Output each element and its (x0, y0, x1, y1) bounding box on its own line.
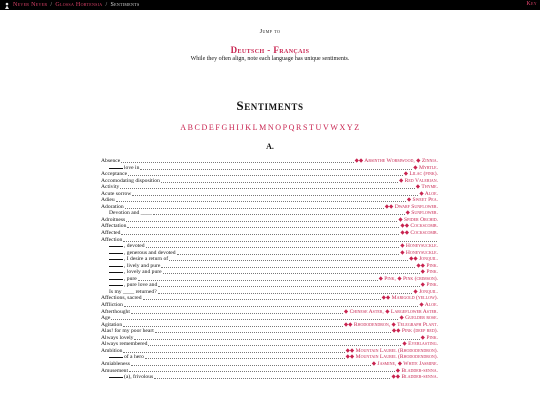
sentiment-row (101, 374, 438, 381)
sentiment-term-text: Activity (101, 184, 120, 191)
dot-leader (138, 280, 378, 281)
flower-links[interactable]: ◆ Aloe. (419, 302, 438, 309)
alphabet-letter-o[interactable]: O (275, 123, 282, 132)
sentiment-term-text: , pure (124, 275, 137, 282)
alphabet-letter-l[interactable]: L (252, 123, 259, 132)
dot-leader (161, 182, 398, 183)
blank-line (109, 269, 123, 273)
dot-leader (134, 339, 419, 340)
sentiment-term-text: Ambition (101, 347, 123, 354)
dot-leader (126, 221, 397, 222)
sentiment-term-text: Affected (101, 230, 121, 237)
sentiment-term-text: Always remembered (101, 341, 148, 348)
sentiment-term-text: Affection (101, 236, 123, 243)
flower-links[interactable]: ◆ Red Valerian. (398, 177, 438, 184)
flower-links[interactable]: ◆◆ Pink (deep red). (391, 328, 438, 335)
blank-line (109, 263, 123, 267)
sentiment-term-text: , lively and pure (124, 262, 161, 269)
dot-leader (124, 306, 418, 307)
flower-links[interactable]: ◆ Pink. (420, 269, 438, 276)
breadcrumb-separator: / (105, 2, 108, 8)
sentiment-term-text: (a), frivolous (124, 374, 154, 381)
dot-leader (145, 358, 345, 359)
blank-line (109, 250, 123, 254)
sentiment-term-text: Absence (101, 158, 121, 164)
sentiment-term-text: Adoration (101, 203, 124, 210)
dot-leader (131, 365, 371, 366)
dot-leader (121, 234, 399, 235)
sentiment-term-text: , I desire a return of (124, 256, 169, 263)
sentiment-term-text: Affections, sacred (101, 295, 142, 302)
dot-leader (121, 162, 353, 163)
flower-links[interactable]: ◆ Jonquil. (413, 288, 438, 295)
dot-leader (128, 175, 403, 176)
alphabet-letter-s[interactable]: S (302, 123, 309, 132)
alphabet-letter-e[interactable]: E (208, 123, 215, 132)
breadcrumb-current: Sentiments (110, 2, 140, 8)
dot-leader (154, 378, 390, 379)
alphabet-letter-c[interactable]: C (194, 123, 201, 132)
flower-links[interactable]: ◆◆ Bladder-senna. (391, 374, 438, 381)
key-link[interactable]: Key (526, 1, 537, 7)
sentiment-term-text: Amusement (101, 367, 129, 374)
dot-leader (116, 201, 406, 202)
flower-links[interactable]: ◆ Honeysuckle. (400, 249, 438, 256)
flower-links[interactable]: ◆ Guelder rose. (399, 315, 438, 322)
flower-links[interactable]: ◆◆ Mountain Laurel (Rhododendron). (345, 347, 438, 354)
breadcrumb-separator: / (50, 2, 53, 8)
flower-links[interactable]: ◆ Chinese Aster, ◆ Largeflower Aster. (343, 308, 438, 315)
blank-line (109, 256, 123, 260)
dot-leader (158, 293, 413, 294)
sentiment-term-text: Afterthought (101, 308, 130, 315)
alphabet-letter-a[interactable]: A (180, 123, 187, 132)
home-icon[interactable] (4, 2, 10, 9)
flower-links[interactable]: ◆ Myrtle. (413, 164, 438, 171)
alphabet-letter-m[interactable]: M (259, 123, 267, 132)
alphabet-letter-h[interactable]: H (228, 123, 236, 132)
blank-line (109, 243, 123, 247)
top-navigation-bar (0, 0, 540, 10)
breadcrumb-never-never[interactable]: Never Never (13, 2, 48, 8)
sentiment-term-text: , generous and devoted (124, 249, 176, 256)
sentiment-term-text: Affliction (101, 302, 123, 309)
alphabet-letter-f[interactable]: F (215, 123, 221, 132)
flower-links[interactable]: ◆ Thyme. (415, 184, 438, 191)
dot-leader (123, 241, 437, 242)
jump-to-label: Jump to (259, 29, 281, 35)
language-separator: - (267, 45, 271, 55)
language-links (0, 45, 540, 55)
language-note: While they often align, note each language has unique sentiments. (190, 56, 350, 62)
section-letter: A. (266, 142, 274, 151)
alphabet-letter-r[interactable]: R (296, 123, 302, 132)
sentiment-term-text: Acceptance (101, 171, 128, 178)
flower-links[interactable]: ◆ Bladder-senna. (395, 367, 438, 374)
alphabet-letter-x[interactable]: X (339, 123, 346, 132)
alphabet-letter-n[interactable]: N (267, 123, 275, 132)
dot-leader (123, 352, 344, 353)
dot-leader (120, 188, 414, 189)
dot-leader (163, 273, 420, 274)
dot-leader (161, 267, 415, 268)
flower-links[interactable]: ◆◆ Absinthe Wormwood, ◆ Zinnia. (354, 158, 438, 164)
flower-links[interactable]: ◆ Everlasting. (402, 341, 438, 348)
sentiment-term-text: love in (124, 164, 140, 171)
sentiment-term (101, 374, 153, 381)
flower-links[interactable]: ◆ Sunflower. (405, 210, 438, 217)
sentiment-term-text: Always lovely (101, 334, 134, 341)
flower-links[interactable]: ◆◆ Jonquil. (409, 256, 438, 263)
flower-links[interactable]: ◆◆ Rhododendron, ◆ Telegraph Plant. (343, 321, 438, 328)
flower-links[interactable]: ◆ Pink, ◆ Pink (crimson). (378, 275, 438, 282)
flower-links[interactable]: ◆ Lilac (pink). (403, 171, 438, 178)
alphabet-letter-j[interactable]: J (240, 123, 245, 132)
alphabet-letter-y[interactable]: Y (346, 123, 354, 132)
dot-leader (158, 286, 419, 287)
flower-links[interactable]: ◆◆ Mountain Laurel (Rhododendron). (345, 354, 438, 361)
sentiment-term-text: , devoted (124, 243, 145, 250)
alphabet-letter-v[interactable]: V (322, 123, 330, 132)
alphabet-letter-w[interactable]: W (330, 123, 339, 132)
sentiment-term-text: Devotion and ____ (109, 210, 152, 217)
flower-links[interactable]: ◆ Jasmine, ◆ White Jasmine. (371, 360, 438, 367)
flower-links[interactable]: ◆◆ Cockscomb. (400, 230, 438, 237)
sentiment-term-text: Accomodating disposition (101, 177, 160, 184)
flower-links[interactable]: ◆ Spider Orchid. (398, 216, 438, 223)
dot-leader (155, 332, 391, 333)
flower-links[interactable]: ◆◆ Marigold (yellow). (381, 295, 438, 302)
sentiment-term-text: , pure love and (124, 282, 158, 289)
dot-leader (131, 313, 343, 314)
alphabet-letter-z[interactable]: Z (354, 123, 360, 132)
dot-leader (140, 169, 412, 170)
sentiment-term-text: Adieu (101, 197, 115, 204)
alphabet-letter-t[interactable]: T (309, 123, 315, 132)
dot-leader (123, 326, 343, 327)
flower-links[interactable]: ◆ Honeysuckle. (400, 243, 438, 250)
blank-line (109, 165, 123, 169)
sentiment-term-text: , lovely and pure (124, 269, 162, 276)
sentiment-term-text: Is my ____ returned? (109, 288, 157, 295)
dot-leader (169, 260, 408, 261)
dot-leader (148, 345, 401, 346)
alphabet-letter-b[interactable]: B (187, 123, 194, 132)
flower-links[interactable]: ◆ Pink. (420, 334, 438, 341)
sentiment-term-text: Acute sorrow (101, 190, 132, 197)
flower-links[interactable]: ◆◆ Pink. (416, 262, 438, 269)
blank-line (109, 276, 123, 280)
sentiment-term-text: Age (101, 315, 111, 322)
sentiment-list (101, 158, 438, 381)
alphabet-letter-q[interactable]: Q (288, 123, 296, 132)
flower-links[interactable]: ◆ Aloe. (419, 190, 438, 197)
sentiment-term-text: Agitation (101, 321, 123, 328)
sentiment-term-text: Alas! for my poor heart (101, 328, 154, 335)
dot-leader (146, 247, 400, 248)
dot-leader (153, 214, 405, 215)
alphabet-letter-d[interactable]: D (201, 123, 208, 132)
alphabet-index (0, 123, 540, 132)
flower-links[interactable]: ◆ Sweet Pea. (406, 197, 438, 204)
flower-links[interactable]: ◆ Pink. (420, 282, 438, 289)
dot-leader (127, 227, 399, 228)
sentiment-term-text: Adroitness (101, 216, 126, 223)
dot-leader (125, 208, 384, 209)
dot-leader (132, 195, 418, 196)
sentiment-term-text: Affectation (101, 223, 127, 230)
alphabet-letter-p[interactable]: P (282, 123, 288, 132)
dot-leader (129, 371, 395, 372)
breadcrumb-glossa-hortensia[interactable]: Glossa Hortensia (55, 2, 103, 8)
alphabet-letter-u[interactable]: U (315, 123, 322, 132)
page-title: Sentiments (236, 98, 304, 113)
blank-line (109, 354, 123, 358)
francais-link[interactable]: Français (273, 45, 310, 55)
sentiment-term-text: of a hero (124, 354, 144, 361)
dot-leader (111, 319, 398, 320)
flower-links[interactable]: ◆◆ Cockscomb. (400, 223, 438, 230)
blank-line (109, 282, 123, 286)
alphabet-letter-k[interactable]: K (245, 123, 252, 132)
flower-links[interactable]: ◆◆ Dwarf Sunflower. (384, 203, 438, 210)
sentiment-term-text: Amiableness (101, 360, 130, 367)
alphabet-letter-i[interactable]: I (236, 123, 240, 132)
blank-line (109, 374, 123, 378)
alphabet-letter-g[interactable]: G (221, 123, 228, 132)
dot-leader (177, 254, 400, 255)
deutsch-link[interactable]: Deutsch (230, 45, 265, 55)
dot-leader (143, 299, 381, 300)
